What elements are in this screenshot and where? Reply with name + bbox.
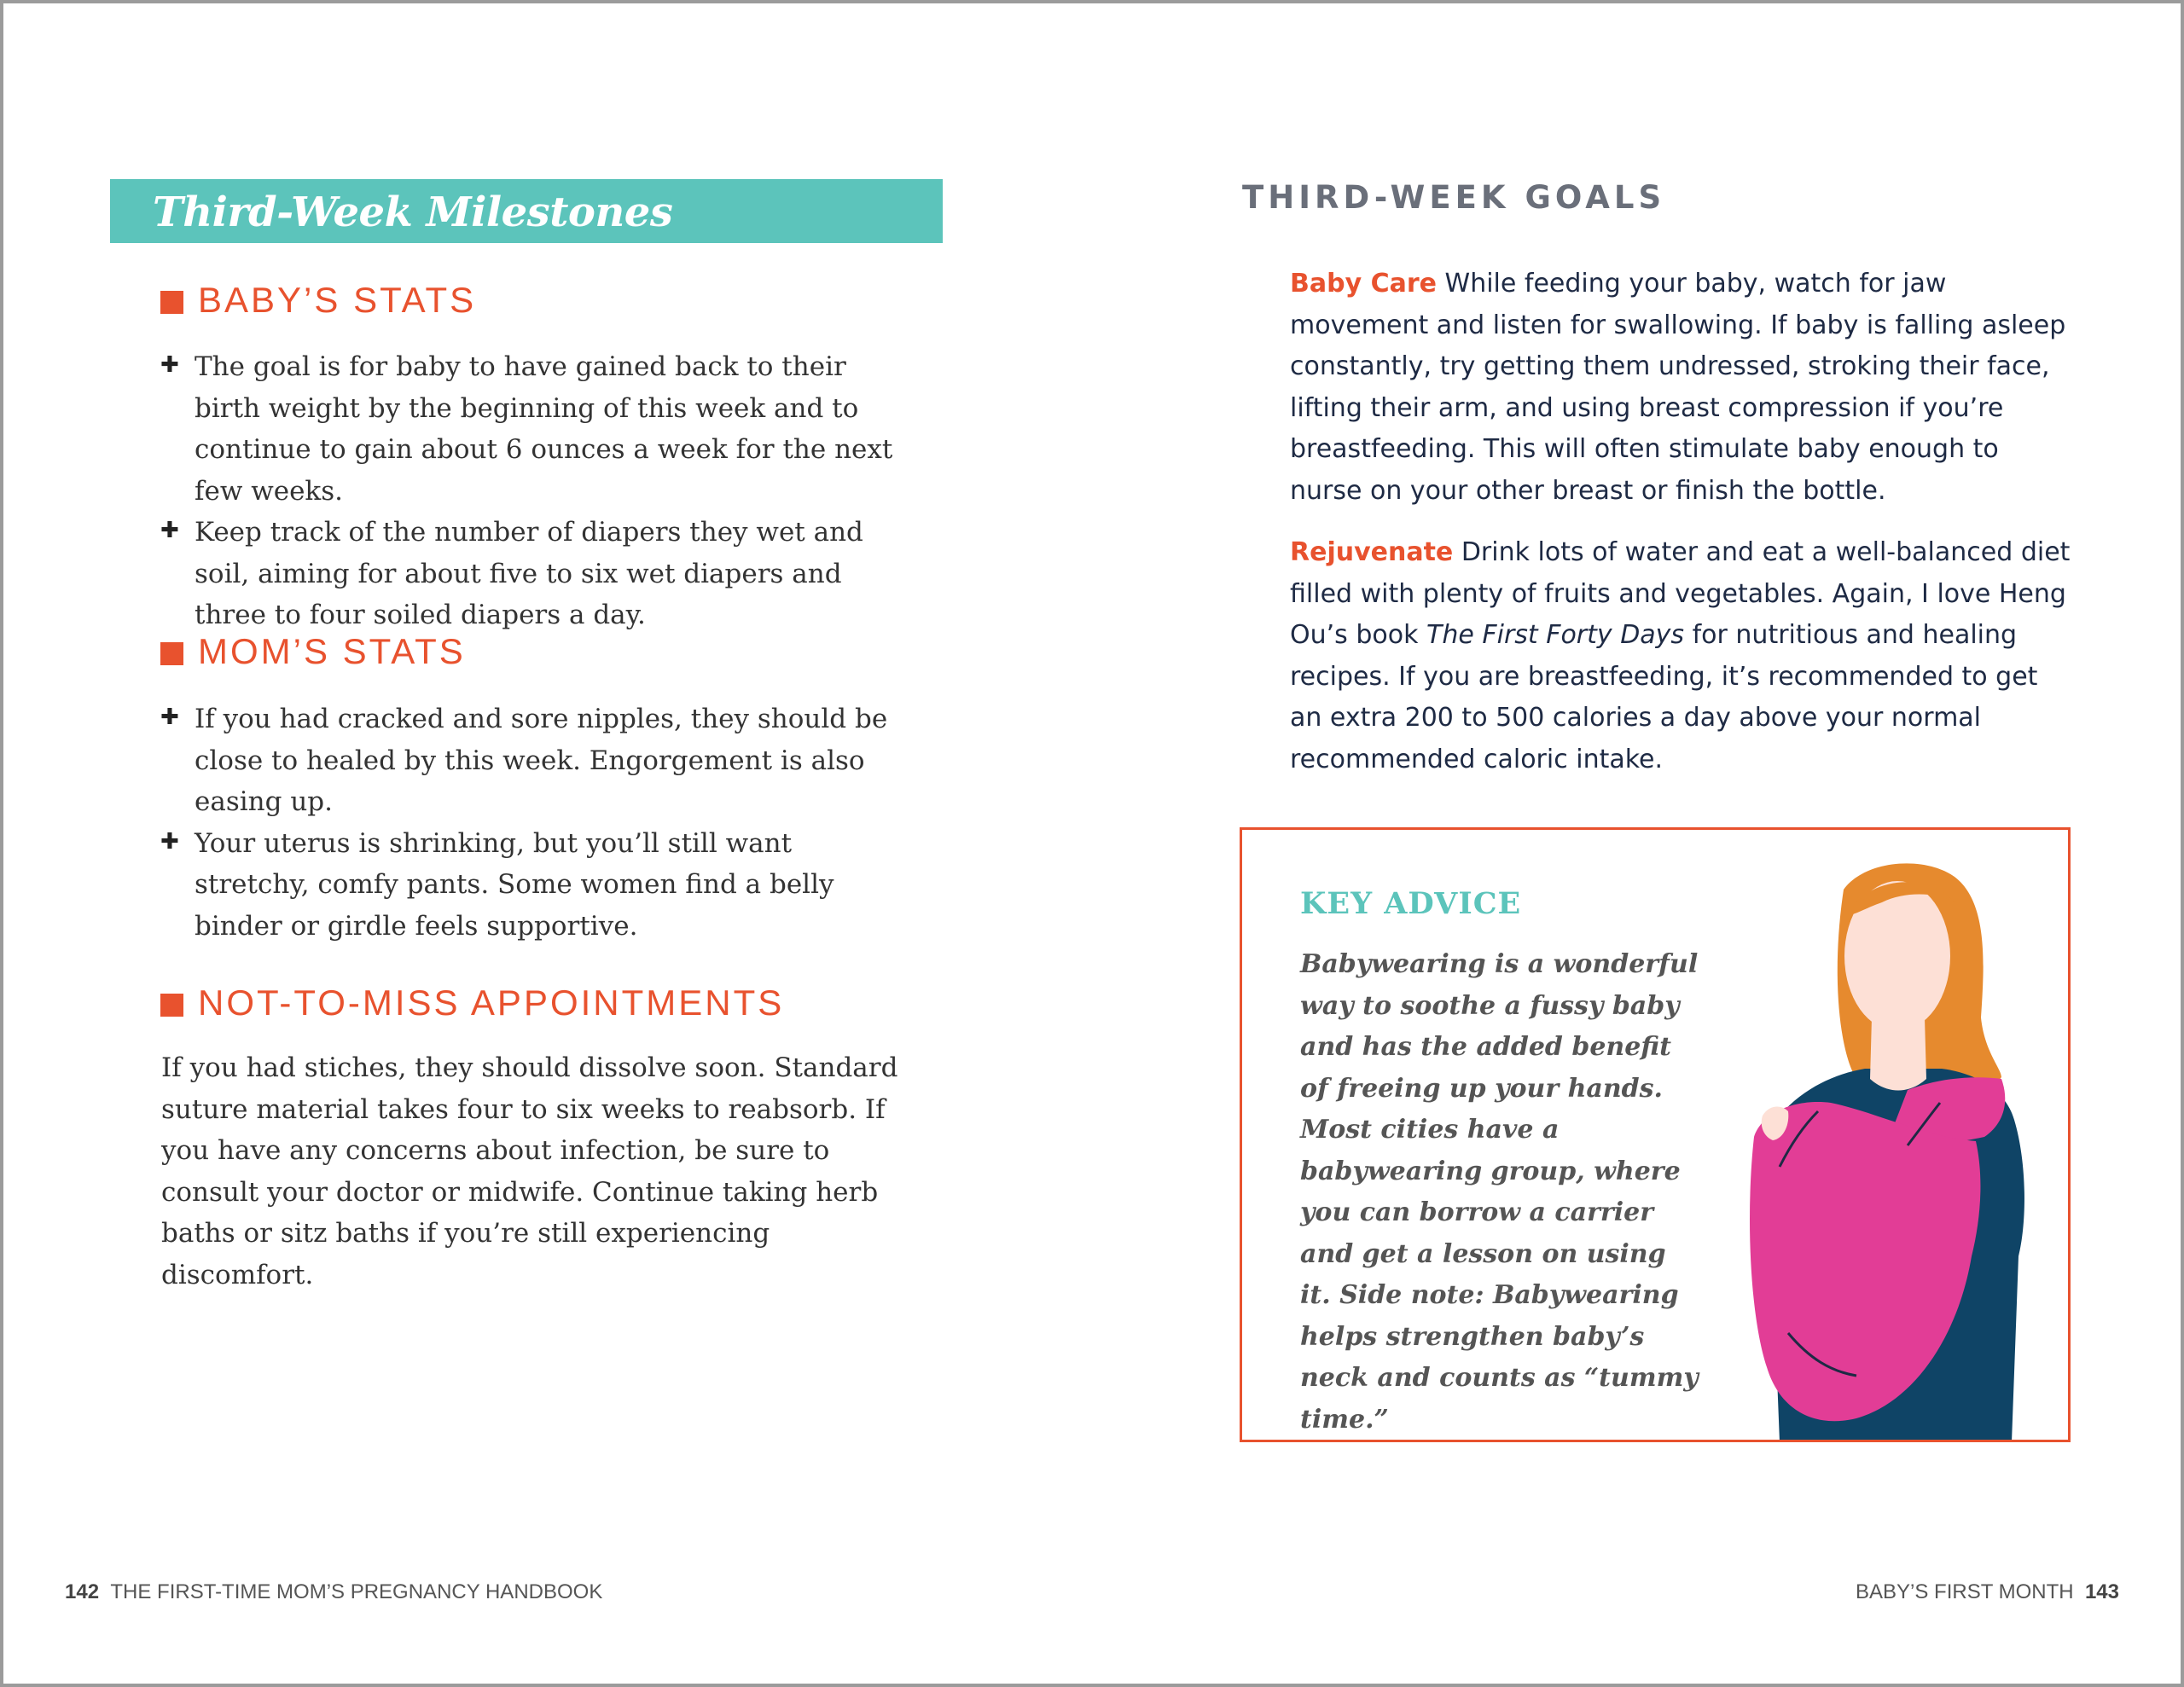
square-bullet-icon <box>160 642 183 665</box>
babys-stats-list <box>160 346 911 636</box>
plus-icon: ✚ <box>160 518 179 543</box>
babys-stats-title: BABY’S STATS <box>198 280 477 320</box>
chapter-title: BABY’S FIRST MONTH <box>1856 1580 2074 1603</box>
key-advice-box <box>1240 827 2071 1442</box>
square-bullet-icon <box>160 994 183 1017</box>
milestones-title: Third-Week Milestones <box>153 188 673 236</box>
moms-stats-list <box>160 699 911 947</box>
appointments-title: NOT-TO-MISS APPOINTMENTS <box>198 983 785 1023</box>
plus-icon: ✚ <box>160 352 179 378</box>
footer-right <box>1856 1580 2119 1604</box>
list-item: ✚ If you had cracked and sore nipples, they should be close to healed by this week. Engorgement is also easing up. <box>160 699 911 823</box>
footer-left <box>65 1580 602 1604</box>
list-item: ✚ Keep track of the number of diapers they wet and soil, aiming for about five to six wet diapers and three to four soiled diapers a day. <box>160 512 911 636</box>
page-number-left: 142 <box>65 1580 100 1603</box>
goals-title: THIRD-WEEK GOALS <box>1242 179 1666 216</box>
key-advice-title: KEY ADVICE <box>1300 886 1522 921</box>
rejuvenate-label: Rejuvenate <box>1290 537 1454 567</box>
appointments-text: If you had stiches, they should dissolve soon. Standard suture material takes four to six weeks to reabsorb. If you have any concerns about infection, be sure to consult your doctor or midwife. Continue taking herb baths or sitz baths if you’re still experiencing discomfort. <box>161 1052 898 1290</box>
list-item: ✚ The goal is for baby to have gained back to their birth weight by the beginning of this week and to continue to gain about 6 ounces a week for the next few weeks. <box>160 346 911 512</box>
book-title: THE FIRST-TIME MOM’S PREGNANCY HANDBOOK <box>110 1580 603 1603</box>
moms-stats-title: MOM’S STATS <box>198 631 466 671</box>
rejuvenate-text: Drink lots of water and eat a well-balanced diet filled with plenty of fruits and vegetables. Again, I love Heng Ou’s book <box>1290 537 2071 650</box>
baby-care-paragraph <box>1290 264 2075 512</box>
rejuvenate-text-end: for nutritious and healing recipes. If you are breastfeeding, it’s recommended to get an extra 200 to 500 calories a day above your normal recommended caloric intake. <box>1290 620 2038 774</box>
page-number-right: 143 <box>2084 1580 2119 1603</box>
square-bullet-icon <box>160 291 183 314</box>
milestones-banner <box>110 179 943 243</box>
rejuvenate-paragraph <box>1290 532 2075 780</box>
baby-care-label: Baby Care <box>1290 269 1437 299</box>
key-advice-text: Babywearing is a wonderful way to soothe a fussy baby and has the added benefit of freeing up your hands. Most cities have a babywearing group, where you can borrow a carrier and get a lesson on using it. Side note: Babywearing helps strengthen baby’s neck and counts as “tummy time.” <box>1300 949 1699 1435</box>
plus-icon: ✚ <box>160 828 179 855</box>
baby-care-text: While feeding your baby, watch for jaw movement and listen for swallowing. If baby is falling asleep constantly, try getting them undressed, stroking their face, lifting their arm, and using breast compression if you’re breastfeeding. This will often stimulate baby enough to nurse on your other breast or finish the bottle. <box>1290 269 2066 506</box>
list-item: ✚ Your uterus is shrinking, but you’ll still want stretchy, comfy pants. Some women find a belly binder or girdle feels supportive. <box>160 823 911 948</box>
book-title-italic: The First Forty Days <box>1426 620 1685 650</box>
mother-babywearing-illustration <box>1728 855 2071 1442</box>
plus-icon: ✚ <box>160 704 179 730</box>
